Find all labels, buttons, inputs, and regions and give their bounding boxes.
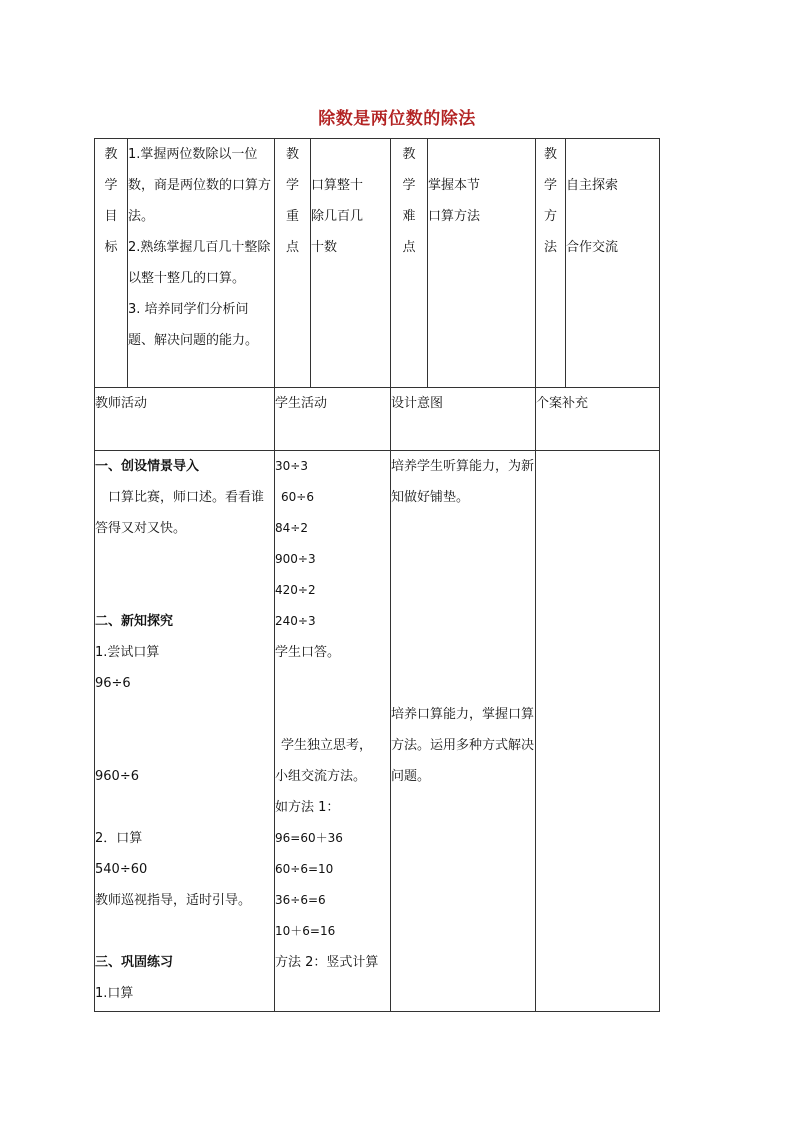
question-96-6: 96÷6 [95, 676, 131, 691]
section-1-text: 口算比赛，师口述。看看谁答得又对又快。 [95, 490, 265, 536]
question-540-60: 540÷60 [95, 862, 148, 877]
list-item: 60÷6=10 [275, 862, 334, 876]
col-supplement: 个案补充 [536, 388, 660, 451]
question-960-6: 960÷6 [95, 769, 139, 784]
list-item: 84÷2 [275, 521, 308, 535]
list-item: 96=60＋36 [275, 831, 343, 845]
section-2-sub1: 1.尝试口算 [95, 645, 160, 660]
list-item: 900÷3 [275, 552, 316, 566]
student-think-1: 学生独立思考， [281, 738, 373, 753]
key-point-content: 口算整十 除几百几 十数 [311, 139, 391, 388]
method-content: 自主探索 合作交流 [566, 139, 660, 388]
content-row [95, 451, 660, 1012]
list-item: 420÷2 [275, 583, 316, 597]
list-item: 240÷3 [275, 614, 316, 628]
teacher-guidance: 教师巡视指导，适时引导。 [95, 893, 252, 908]
difficulty-label: 教 学 难 点 [391, 139, 428, 388]
method-label: 教 学 方 法 [536, 139, 566, 388]
key-point-label: 教 学 重 点 [275, 139, 311, 388]
intent-paragraph-1: 培养学生听算能力，为新知做好铺垫。 [391, 459, 535, 505]
col-student-activity: 学生活动 [275, 388, 391, 451]
section-3-title: 三、巩固练习 [95, 955, 174, 970]
intent-paragraph-2: 培养口算能力，掌握口算方法。运用多种方式解决问题。 [391, 707, 535, 784]
student-answer: 学生口答。 [275, 645, 341, 660]
method-2-label: 方法 2：竖式计算 [275, 955, 379, 970]
student-think-2: 小组交流方法。 [275, 769, 367, 784]
list-item: 36÷6=6 [275, 893, 326, 907]
section-2-sub2: 2．口算 [95, 831, 143, 846]
header-row [95, 139, 660, 388]
goal-label: 教 学 目 标 [95, 139, 128, 388]
teacher-activity-cell [95, 451, 275, 1012]
design-intent-cell [391, 451, 536, 1012]
section-1-title: 一、创设情景导入 [95, 459, 200, 474]
column-header-row [95, 388, 660, 451]
page-title: 除数是两位数的除法 [318, 109, 476, 129]
list-item: 10＋6=16 [275, 924, 336, 938]
col-teacher-activity: 教师活动 [95, 388, 275, 451]
method-1-label: 如方法 1： [275, 800, 340, 815]
list-item: 60÷6 [281, 490, 314, 504]
student-activity-cell [275, 451, 391, 1012]
list-item: 30÷3 [275, 459, 308, 473]
section-2-title: 二、新知探究 [95, 614, 174, 629]
supplement-cell [536, 451, 660, 1012]
goal-content: 1.掌握两位数除以一位数，商是两位数的口算方法。 2.熟练掌握几百几十整除以整十整几的口算。 3. 培养同学们分析问题、解决问题的能力。 [128, 139, 275, 388]
lesson-plan-table [94, 138, 660, 1012]
difficulty-content: 掌握本节 口算方法 [428, 139, 536, 388]
col-design-intent: 设计意图 [391, 388, 536, 451]
section-3-sub1: 1.口算 [95, 986, 134, 1001]
